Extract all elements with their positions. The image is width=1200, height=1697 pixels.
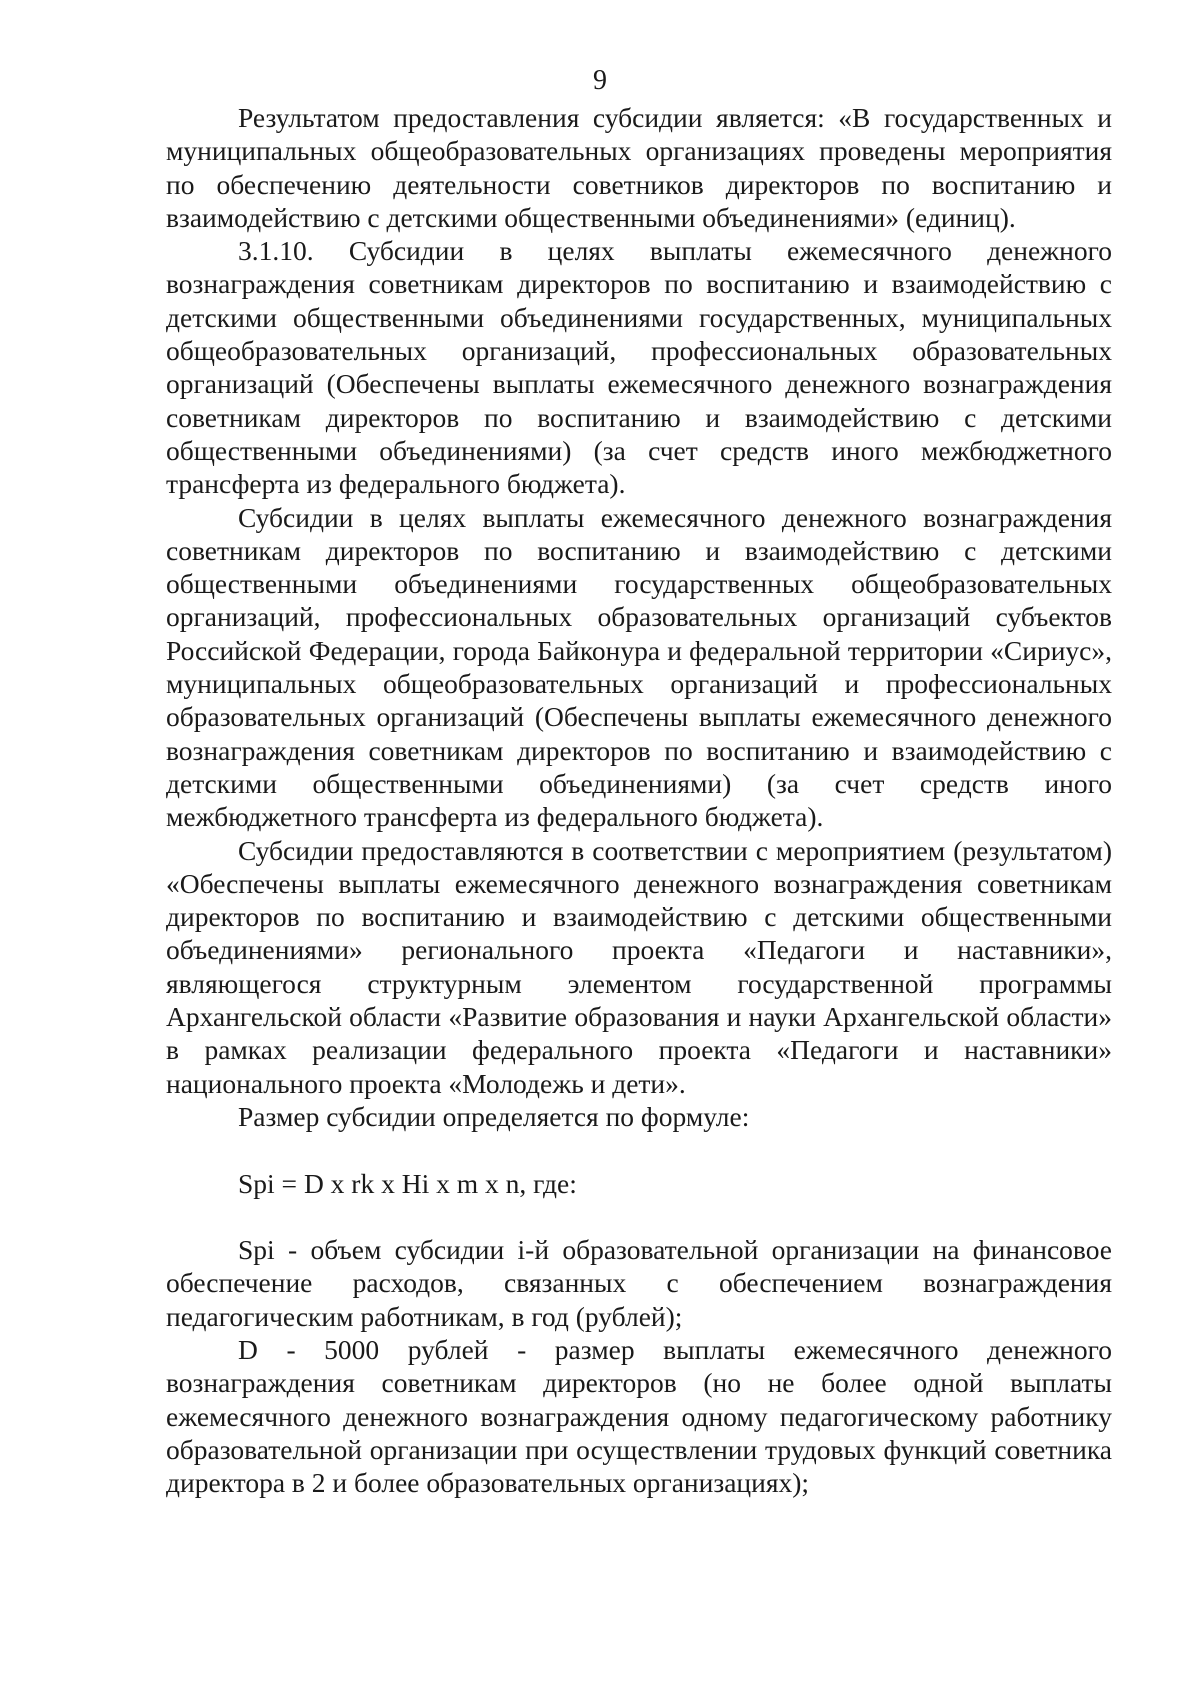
document-body — [166, 101, 1112, 1499]
formula: Spi = D x rk x Hi x m x n, где: — [238, 1167, 577, 1199]
paragraph-result: Результатом предоставления субсидии является: «В государственных и муниципальных общеобразовательных организациях проведены мероприятия по обеспечению деятельности советников директоров по воспитанию и взаимодействию с детскими общественными объединениями» (единиц). — [166, 102, 1112, 233]
paragraph-3-1-10: 3.1.10. Субсидии в целях выплаты ежемесячного денежного вознаграждения советникам директоров по воспитанию и взаимодействию с детскими общественными объединениями государственных, муниципальных общеобразовательных организаций, профессиональных образовательных организаций (Обеспечены выплаты ежемесячного денежного вознаграждения советникам директоров по воспитанию и взаимодействию с детскими общественными объединениями) (за счет средств иного межбюджетного трансферта из федерального бюджета). — [166, 235, 1112, 500]
paragraph-formula-intro: Размер субсидии определяется по формуле: — [238, 1100, 750, 1132]
definition-d: D - 5000 рублей - размер выплаты ежемесячного денежного вознаграждения советникам директоров (но не более одной выплаты ежемесячного денежного вознаграждения одному педагогическому работнику образовательной организации при осуществлении трудовых функций советника директора в 2 и более образовательных организациях); — [166, 1333, 1112, 1499]
definition-spi: Spi - объем субсидии i-й образовательной организации на финансовое обеспечение расходов, связанных с обеспечением вознаграждения педагогическим работникам, в год (рублей); — [166, 1234, 1112, 1332]
paragraph-subsidy-purpose: Субсидии в целях выплаты ежемесячного денежного вознаграждения советникам директоров по воспитанию и взаимодействию с детскими общественными объединениями государственных общеобразовательных организаций, профессиональных образовательных организаций субъектов Российской Федерации, города Байконура и федеральной территории «Сириус», муниципальных общеобразовательных организаций и профессиональных образовательных организаций (Обеспечены выплаты ежемесячного денежного вознаграждения советникам директоров по воспитанию и взаимодействию с детскими общественными объединениями) (за счет средств иного межбюджетного трансферта из федерального бюджета). — [166, 501, 1112, 833]
paragraph-subsidy-provision: Субсидии предоставляются в соответствии с мероприятием (результатом) «Обеспечены выплаты ежемесячного денежного вознаграждения советникам директоров по воспитанию и взаимодействию с детскими общественными объединениями» регионального проекта «Педагоги и наставники», являющегося структурным элементом государственной программы Архангельской области «Развитие образования и науки Архангельской области» в рамках реализации федерального проекта «Педагоги и наставники» национального проекта «Молодежь и дети». — [166, 834, 1112, 1099]
page-number: 9 — [593, 65, 607, 96]
